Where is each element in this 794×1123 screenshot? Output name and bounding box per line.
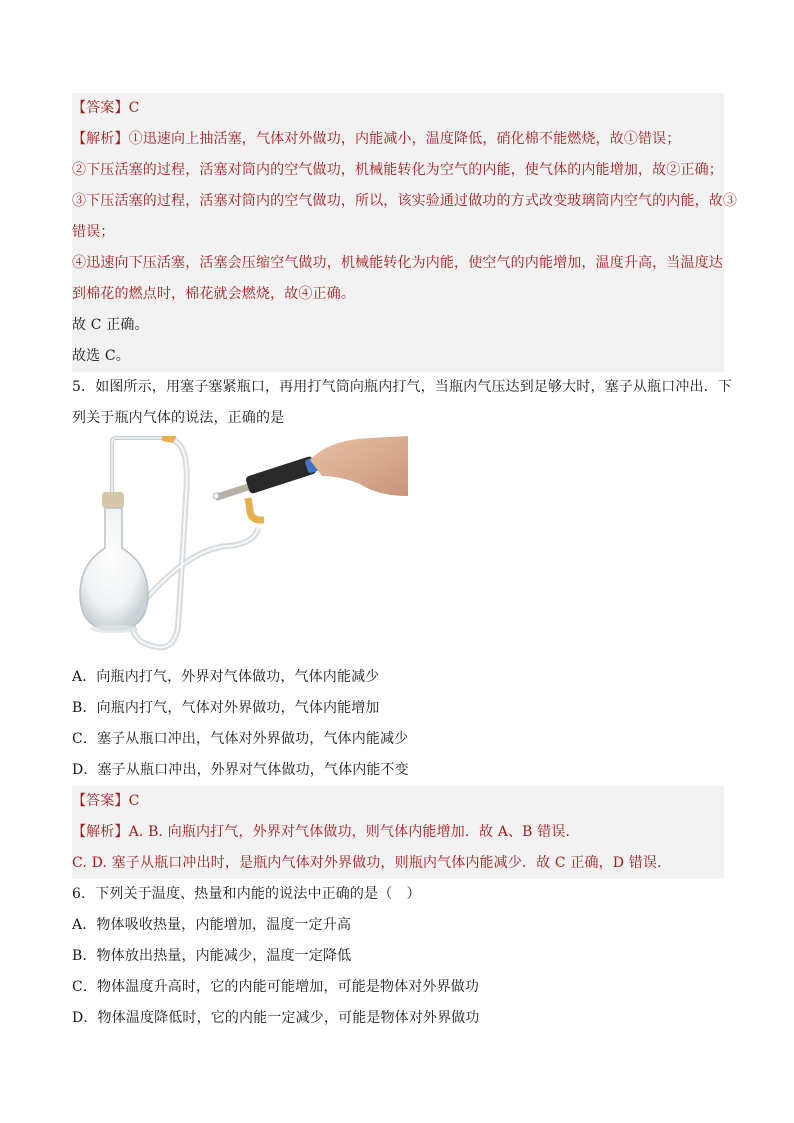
flask-and-pump-illustration	[78, 436, 408, 662]
option-d: D．塞子从瓶口冲出，外界对气体做功，气体内能不变	[72, 762, 409, 778]
analysis-line: 到棉花的燃点时，棉花就会燃烧，故④正确。	[72, 286, 355, 302]
answer-value: C	[128, 100, 140, 116]
analysis-line	[72, 124, 724, 155]
option-a: A．物体吸收热量，内能增加，温度一定升高	[72, 917, 352, 933]
answer-label: 【答案】	[72, 100, 129, 116]
option-c: C．物体温度升高时，它的内能可能增加，可能是物体对外界做功	[72, 979, 480, 995]
pump-outlet	[248, 498, 264, 520]
analysis-label: 【解析】	[72, 824, 129, 840]
option-a: A．向瓶内打气，外界对气体做功，气体内能减少	[72, 669, 380, 685]
stopper	[102, 492, 124, 508]
analysis-line: 错误；	[72, 224, 115, 240]
answer-block-5	[72, 786, 724, 879]
answer-value: C	[128, 793, 140, 809]
analysis-text: ①迅速向上抽活塞，气体对外做功，内能减小，温度降低，硝化棉不能燃烧，故①错误；	[128, 131, 681, 147]
answer-label: 【答案】	[72, 793, 129, 809]
question-5	[72, 372, 732, 879]
analysis-line	[72, 817, 724, 848]
conclusion-line: 故 C 正确。	[72, 317, 149, 333]
analysis-line: ③下压活塞的过程，活塞对筒内的空气做功，所以，该实验通过做功的方式改变玻璃筒内空气的内能，故③	[72, 193, 738, 209]
analysis-label: 【解析】	[72, 131, 129, 147]
question-stem-line: 6．下列关于温度、热量和内能的说法中正确的是（ ）	[72, 886, 421, 902]
option-c: C．塞子从瓶口冲出，气体对外界做功，气体内能减少	[72, 731, 409, 747]
answer-line	[72, 786, 724, 817]
question-6	[72, 879, 724, 1034]
flask	[80, 508, 148, 630]
final-choice-line: 故选 C。	[72, 348, 130, 364]
analysis-line: ②下压活塞的过程，活塞对筒内的空气做功，机械能转化为空气的内能，使气体的内能增加，故②正确；	[72, 162, 723, 178]
hand	[310, 436, 408, 496]
answer-block-4	[72, 93, 738, 372]
analysis-text: A. B. 向瓶内打气，外界对气体做功，则气体内能增加．故 A、B 错误．	[128, 824, 580, 840]
analysis-line: ④迅速向下压活塞，活塞会压缩空气做功，机械能转化为内能，使空气的内能增加，温度升高，当温度达	[72, 255, 723, 271]
document-page	[72, 93, 738, 1034]
option-b: B．向瓶内打气，气体对外界做功，气体内能增加	[72, 700, 380, 716]
option-b: B．物体放出热量，内能减少，温度一定降低	[72, 948, 352, 964]
analysis-line: C. D. 塞子从瓶口冲出时，是瓶内气体对外界做功，则瓶内气体内能减少．故 C 正确，D 错误．	[72, 855, 672, 871]
question-stem-line: 列关于瓶内气体的说法，正确的是	[72, 410, 285, 426]
question-stem-line: 5．如图所示，用塞子塞紧瓶口，再用打气筒向瓶内打气，当瓶内气压达到足够大时，塞子从瓶口冲出．下	[72, 379, 732, 395]
option-d: D．物体温度降低时，它的内能一定减少，可能是物体对外界做功	[72, 1010, 480, 1026]
flask-pump-figure	[72, 434, 724, 662]
answer-line	[72, 93, 724, 124]
